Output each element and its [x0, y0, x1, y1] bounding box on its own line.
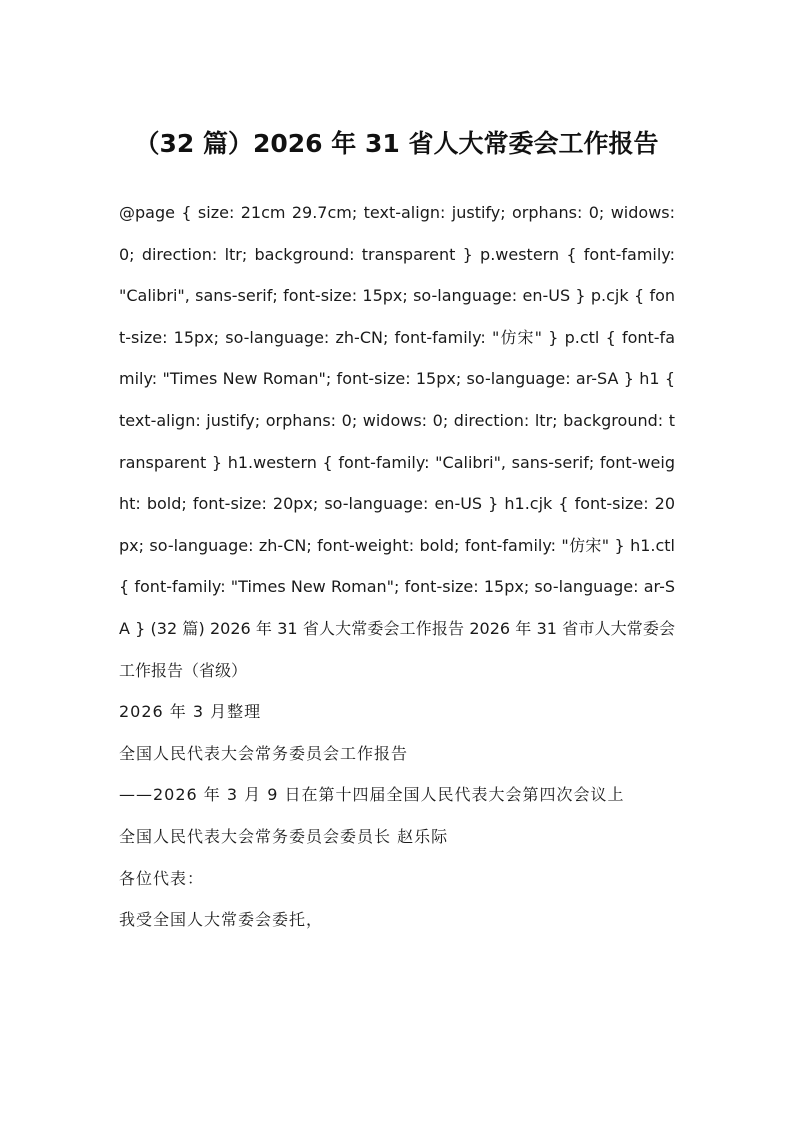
- salutation: 各位代表：: [119, 868, 205, 888]
- report-title: 全国人民代表大会常务委员会工作报告: [119, 743, 409, 763]
- opening-sentence: 我受全国人大常委会委托，: [119, 910, 324, 930]
- date-line: 2026 年 3 月整理: [119, 702, 262, 722]
- speaker-line: 全国人民代表大会常务委员会委员长 赵乐际: [119, 826, 449, 846]
- document-title: （32 篇）2026 年 31 省人大常委会工作报告: [134, 129, 659, 158]
- document-body: [119, 192, 675, 941]
- css-style-text: @page { size: 21cm 29.7cm; text-align: justify; orphans: 0; widows: 0; direction: ltr; background: transparent } p.western { font-family: "Calibri", sans-serif; font-size: 15px; so-language: en-US } p.cjk { font-size: 15px; so-language: zh-CN; font-family: "仿宋" } p.ctl { font-family: "Times New Roman"; font-size: 15px; so-language: ar-SA } h1 { text-align: justify; orphans: 0; widows: 0; direction: ltr; background: transparent } h1.western { font-family: "Calibri", sans-serif; font-weight: bold; font-size: 20px; so-language: en-US } h1.cjk { font-size: 20px; so-language: zh-CN; font-weight: bold; font-family: "仿宋" } h1.ctl { font-family: "Times New Roman"; font-size: 15px; so-language: ar-SA } (32 篇) 2026 年 31 省人大常委会工作报告 2026 年 31 省市人大常委会工作报告（省级）: [119, 203, 675, 680]
- report-subtitle: ——2026 年 3 月 9 日在第十四届全国人民代表大会第四次会议上: [119, 785, 625, 805]
